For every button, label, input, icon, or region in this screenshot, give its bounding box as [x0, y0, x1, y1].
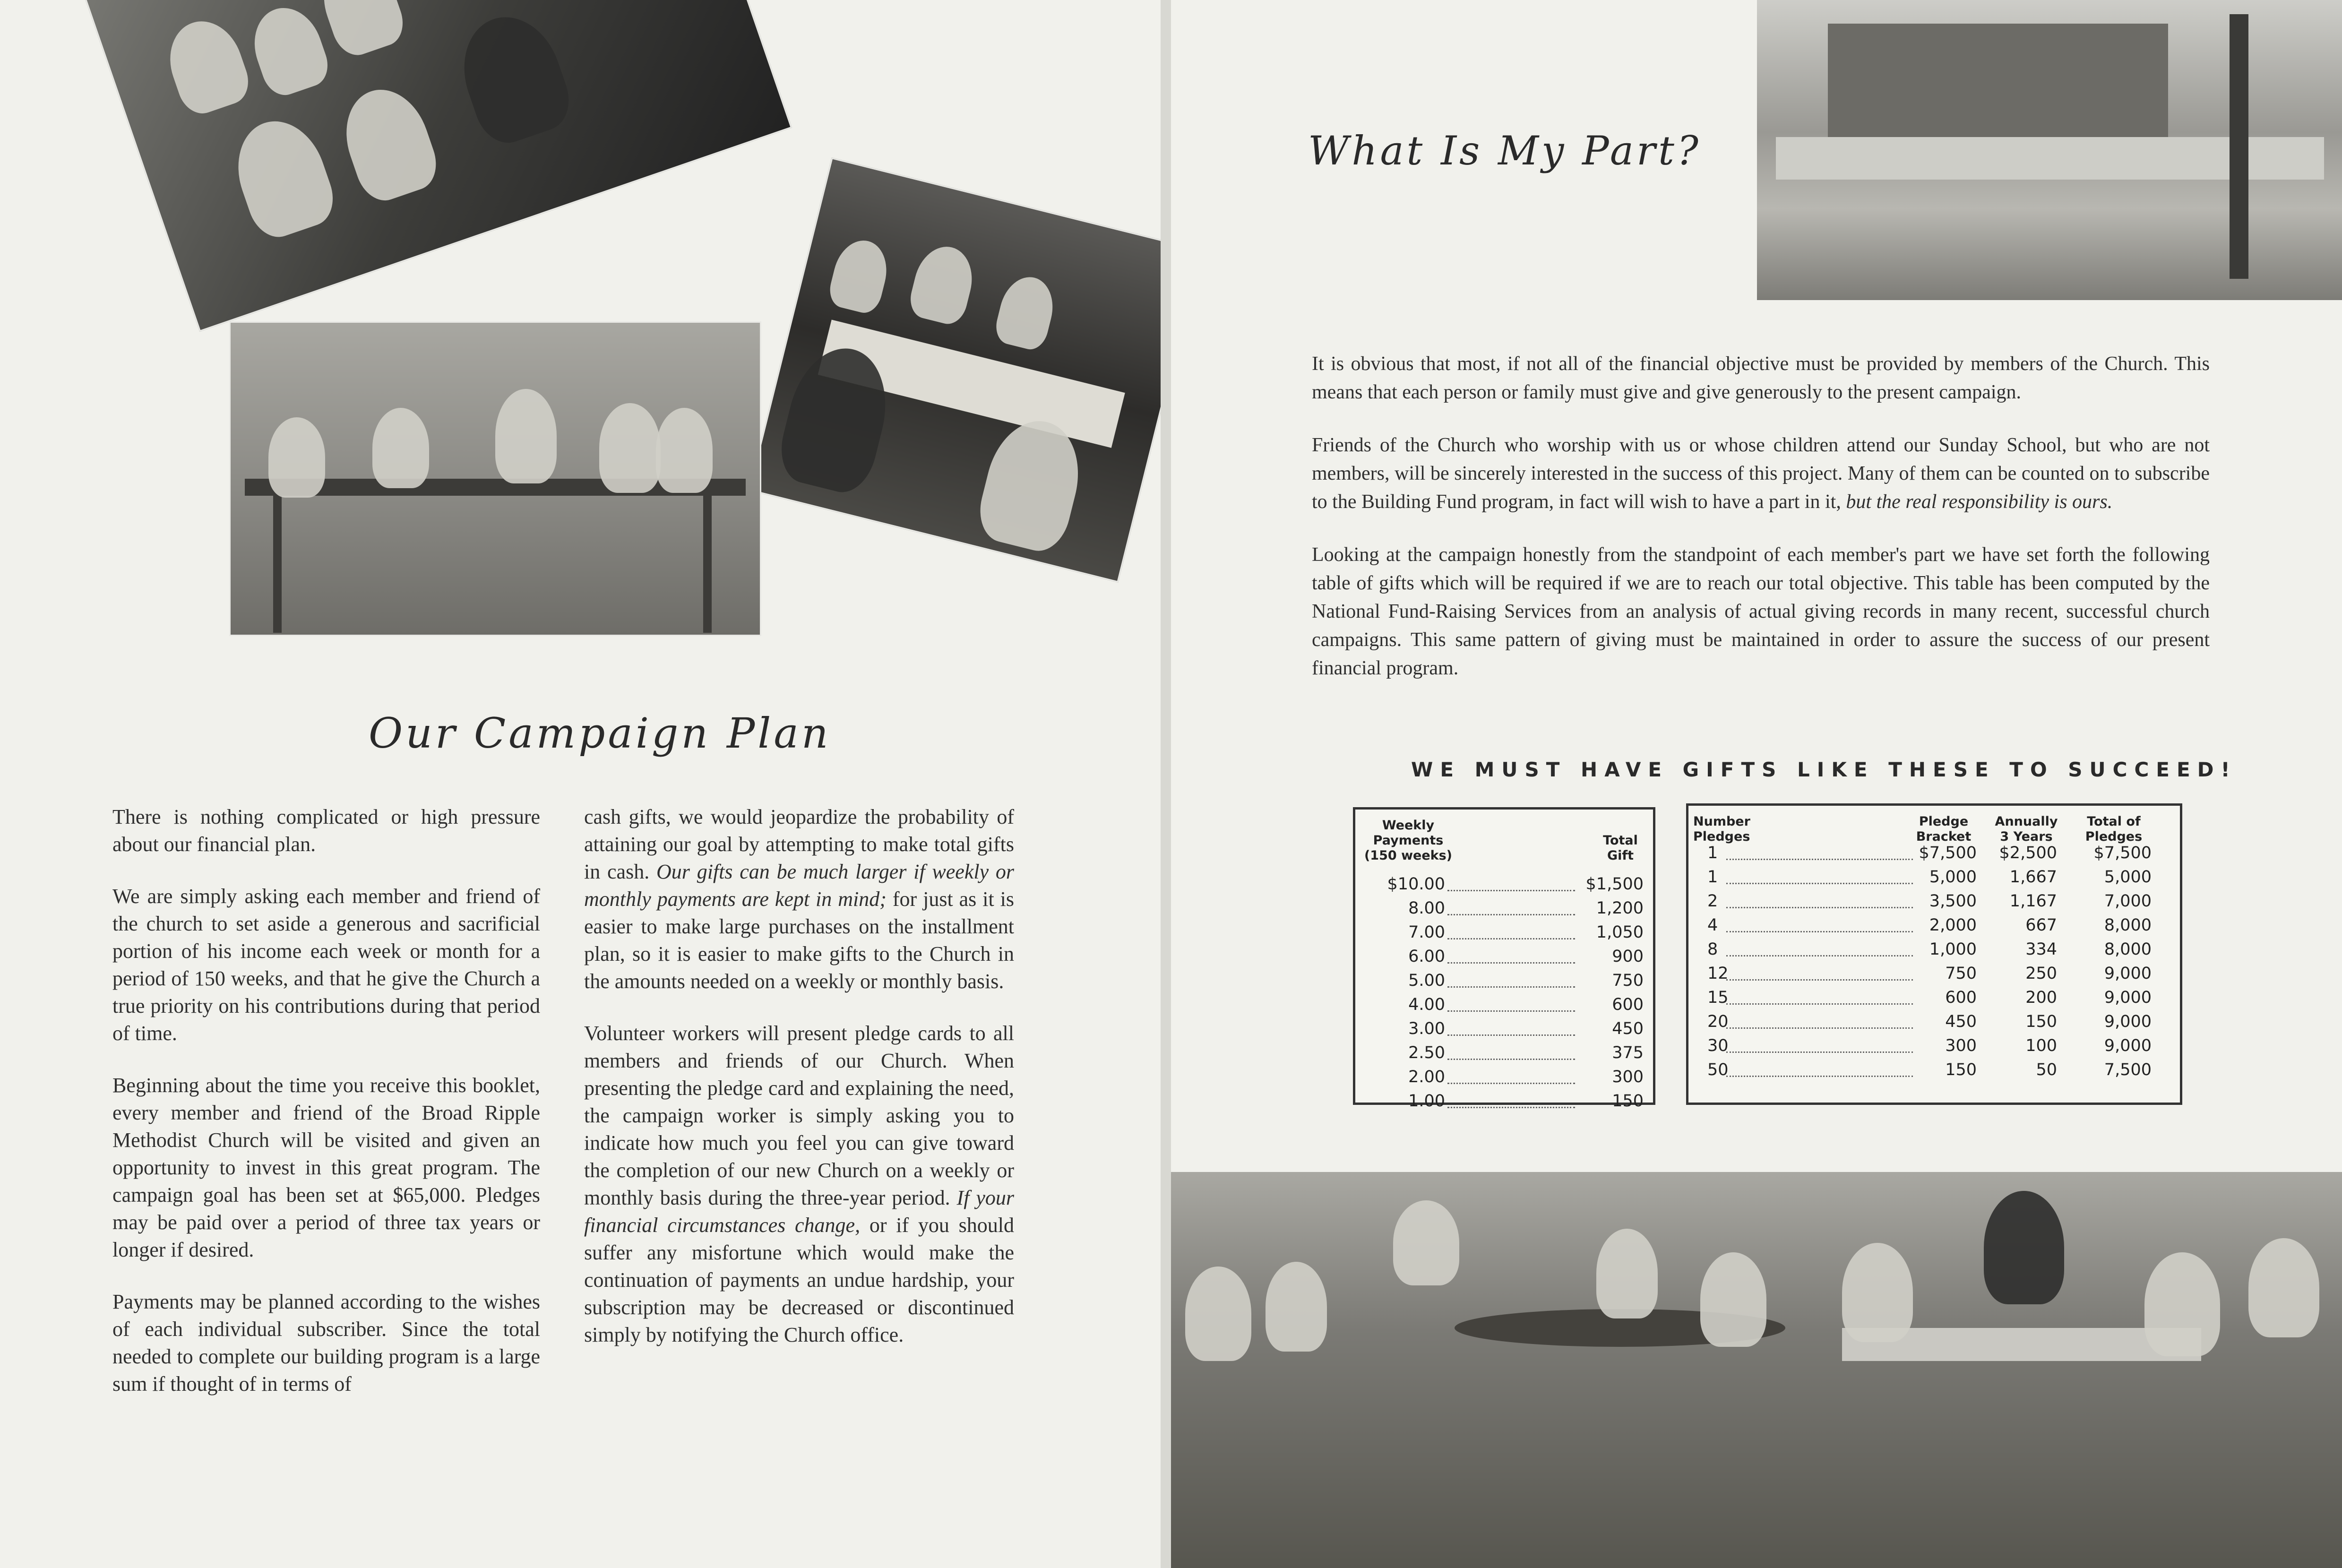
- total-pledges-cell: 7,000: [2104, 892, 2152, 911]
- total-gift-cell: 300: [1612, 1068, 1644, 1086]
- table-row: [1688, 868, 2180, 891]
- annually-cell: 100: [2025, 1036, 2057, 1055]
- total-pledges-cell: $7,500: [2093, 844, 2152, 862]
- pledge-bracket-cell: 150: [1945, 1060, 1977, 1079]
- weekly-payment-cell: 7.00: [1408, 923, 1445, 942]
- right-page: [1171, 0, 2342, 1568]
- pledge-bracket-cell: 600: [1945, 988, 1977, 1007]
- total-gift-cell: 900: [1612, 947, 1644, 966]
- paragraph: It is obvious that most, if not all of the financial objective must be provided by members of the Church. This means that each person or family must give and give generously to the present campaign.: [1312, 353, 2210, 403]
- dot-leader: [1726, 883, 1913, 884]
- dot-leader: [1726, 1076, 1913, 1077]
- number-pledges-cell: 50: [1707, 1060, 1729, 1079]
- paragraph: cash gifts, we would jeopardize the probability of attaining our goal by attempting to make total gifts in cash. Our gifts can be much larger if weekly or monthly payments are kept in mind; for just as it is easier to make large purchases on the installment plan, so it is easier to make gifts to the Church in the amounts needed on a weekly or monthly basis.: [584, 805, 1015, 993]
- pledge-bracket-cell: 5,000: [1929, 868, 1977, 887]
- dot-leader: [1447, 1034, 1575, 1036]
- weekly-payment-cell: $10.00: [1387, 875, 1445, 894]
- dot-leader: [1726, 859, 1913, 860]
- building-construction-photo: [1757, 0, 2342, 300]
- dot-leader: [1447, 1107, 1575, 1108]
- number-pledges-cell: 1: [1707, 868, 1718, 887]
- table-row: [1355, 875, 1653, 898]
- number-pledges-cell: 8: [1707, 940, 1718, 959]
- dot-leader: [1447, 1083, 1575, 1084]
- left-column-2: [584, 803, 1014, 1373]
- paragraph: Friends of the Church who worship with us or whose children attend our Sunday School, but who are not members, will be sincerely interested in the success of this project. Many of them can be counted on to subscribe to the Building Fund program, in fact will wish to have a part in it, but the real responsibility is ours.: [1312, 434, 2210, 513]
- left-column-1: [112, 803, 540, 1422]
- pledge-bracket-cell: 3,500: [1929, 892, 1977, 911]
- dot-leader: [1447, 914, 1575, 915]
- total-gift-header: Total Gift: [1603, 833, 1638, 863]
- dot-leader: [1447, 986, 1575, 988]
- dot-leader: [1726, 907, 1913, 908]
- paragraph: Looking at the campaign honestly from the standpoint of each member's part we have set forth the following table of gifts which will be required if we are to reach our total objective. This table has been computed by the National Fund-Raising Services from an analysis of actual giving records in many recent, successful church campaigns. This same pattern of giving must be maintained in order to assure the success of our present financial program.: [1312, 544, 2210, 679]
- number-pledges-cell: 30: [1707, 1036, 1729, 1055]
- number-pledges-cell: 4: [1707, 916, 1718, 935]
- number-pledges-cell: 2: [1707, 892, 1718, 911]
- table-row: [1688, 1036, 2180, 1060]
- weekly-payment-cell: 3.00: [1408, 1019, 1445, 1038]
- total-pledges-cell: 8,000: [2104, 916, 2152, 935]
- gifts-headline: WE MUST HAVE GIFTS LIKE THESE TO SUCCEED!: [1411, 758, 2237, 781]
- pledge-bracket-cell: 750: [1945, 964, 1977, 983]
- number-pledges-cell: 12: [1707, 964, 1729, 983]
- total-gift-cell: $1,500: [1585, 875, 1644, 894]
- table-row: [1688, 964, 2180, 988]
- dot-leader: [1447, 962, 1575, 964]
- my-part-title: What Is My Part?: [1308, 128, 1701, 174]
- total-gift-cell: 750: [1612, 971, 1644, 990]
- weekly-payments-header: Weekly Payments (150 weeks): [1364, 818, 1453, 863]
- book-gutter: [1161, 0, 1171, 1568]
- paragraph: Payments may be planned according to the wishes of each individual subscriber. Since the total needed to complete our building program is a large sum if thought of in terms of: [112, 1290, 540, 1396]
- annually-cell: 150: [2025, 1012, 2057, 1031]
- dot-leader: [1726, 979, 1913, 981]
- number-pledges-cell: 15: [1707, 988, 1729, 1007]
- right-body: [1312, 350, 2210, 707]
- dot-leader: [1726, 1027, 1913, 1029]
- weekly-payment-cell: 6.00: [1408, 947, 1445, 966]
- annually-3-years-header: Annually 3 Years: [1995, 814, 2058, 844]
- weekly-payment-cell: 2.00: [1408, 1068, 1445, 1086]
- dot-leader: [1726, 955, 1913, 956]
- table-row: [1355, 1043, 1653, 1067]
- campaign-plan-title: Our Campaign Plan: [369, 709, 831, 758]
- table-row: [1355, 1092, 1653, 1115]
- annually-cell: 1,667: [2009, 868, 2057, 887]
- annually-cell: 334: [2025, 940, 2057, 959]
- total-gift-cell: 1,200: [1596, 899, 1644, 918]
- table-row: [1355, 923, 1653, 947]
- total-gift-cell: 1,050: [1596, 923, 1644, 942]
- table-row: [1688, 1060, 2180, 1084]
- total-of-pledges-header: Total of Pledges: [2085, 814, 2143, 844]
- total-pledges-cell: 7,500: [2104, 1060, 2152, 1079]
- pledge-bracket-cell: $7,500: [1919, 844, 1977, 862]
- weekly-payments-table: [1353, 807, 1655, 1111]
- table-row: [1688, 1012, 2180, 1036]
- paragraph: Beginning about the time you receive this booklet, every member and friend of the Broad Ripple Methodist Church will be visited and given an opportunity to invest in this great program. The campaign goal has been set at $65,000. Pledges may be paid over a period of three tax years or longer if desired.: [112, 1074, 540, 1261]
- dot-leader: [1726, 1003, 1913, 1005]
- table-row: [1688, 892, 2180, 915]
- children-table-photo: [229, 321, 761, 636]
- pledge-table: [1686, 803, 2182, 1105]
- table-row: [1355, 899, 1653, 922]
- dot-leader: [1447, 1010, 1575, 1012]
- paragraph: There is nothing complicated or high pressure about our financial plan.: [112, 805, 540, 856]
- paragraph: Volunteer workers will present pledge cards to all members and friends of our Church. When presenting the pledge card and explaining the need, the campaign worker is simply asking you to indicate how much you feel you can give toward the completion of our new Church on a weekly or monthly basis during the three-year period. If your financial circumstances change, or if you should suffer any misfortune which would make the continuation of payments an undue hardship, your subscription may be decreased or discontinued simply by notifying the Church office.: [584, 1022, 1014, 1346]
- total-pledges-cell: 9,000: [2104, 988, 2152, 1007]
- left-page: [0, 0, 1161, 1568]
- weekly-payment-cell: 8.00: [1408, 899, 1445, 918]
- pledge-bracket-cell: 300: [1945, 1036, 1977, 1055]
- total-pledges-cell: 9,000: [2104, 1012, 2152, 1031]
- weekly-payment-cell: 1.00: [1408, 1092, 1445, 1111]
- weekly-payment-cell: 2.50: [1408, 1043, 1445, 1062]
- total-pledges-cell: 9,000: [2104, 1036, 2152, 1055]
- number-pledges-cell: 1: [1707, 844, 1718, 862]
- pledge-bracket-header: Pledge Bracket: [1916, 814, 1972, 844]
- dot-leader: [1447, 890, 1575, 891]
- weekly-payment-cell: 5.00: [1408, 971, 1445, 990]
- dot-leader: [1447, 938, 1575, 939]
- pledge-bracket-cell: 2,000: [1929, 916, 1977, 935]
- annually-cell: 250: [2025, 964, 2057, 983]
- annually-cell: 667: [2025, 916, 2057, 935]
- dinner-photo: [749, 157, 1161, 582]
- table-row: [1355, 947, 1653, 971]
- total-pledges-cell: 9,000: [2104, 964, 2152, 983]
- total-pledges-cell: 5,000: [2104, 868, 2152, 887]
- table-row: [1688, 844, 2180, 867]
- total-gift-cell: 450: [1612, 1019, 1644, 1038]
- audience-photo: [76, 0, 792, 332]
- annually-cell: 1,167: [2009, 892, 2057, 911]
- total-gift-cell: 375: [1612, 1043, 1644, 1062]
- total-gift-cell: 600: [1612, 995, 1644, 1014]
- classroom-photo: [1171, 1172, 2342, 1568]
- number-pledges-cell: 20: [1707, 1012, 1729, 1031]
- dot-leader: [1447, 1059, 1575, 1060]
- table-row: [1355, 1019, 1653, 1043]
- table-row: [1355, 995, 1653, 1019]
- table-row: [1688, 916, 2180, 939]
- dot-leader: [1726, 1051, 1913, 1053]
- table-row: [1355, 1068, 1653, 1091]
- annually-cell: 50: [2036, 1060, 2057, 1079]
- annually-cell: $2,500: [1999, 844, 2057, 862]
- weekly-payment-cell: 4.00: [1408, 995, 1445, 1014]
- pledge-bracket-cell: 1,000: [1929, 940, 1977, 959]
- annually-cell: 200: [2025, 988, 2057, 1007]
- total-gift-cell: 150: [1612, 1092, 1644, 1111]
- table-row: [1688, 988, 2180, 1012]
- dot-leader: [1726, 931, 1913, 932]
- pledge-bracket-cell: 450: [1945, 1012, 1977, 1031]
- number-pledges-header: Number Pledges: [1693, 814, 1750, 844]
- table-row: [1355, 971, 1653, 995]
- table-row: [1688, 940, 2180, 964]
- paragraph: We are simply asking each member and friend of the church to set aside a generous and sacrificial portion of his income each week or month for a period of 150 weeks, and that he give the Church a true priority on his contributions during that period of time.: [112, 885, 540, 1045]
- total-pledges-cell: 8,000: [2104, 940, 2152, 959]
